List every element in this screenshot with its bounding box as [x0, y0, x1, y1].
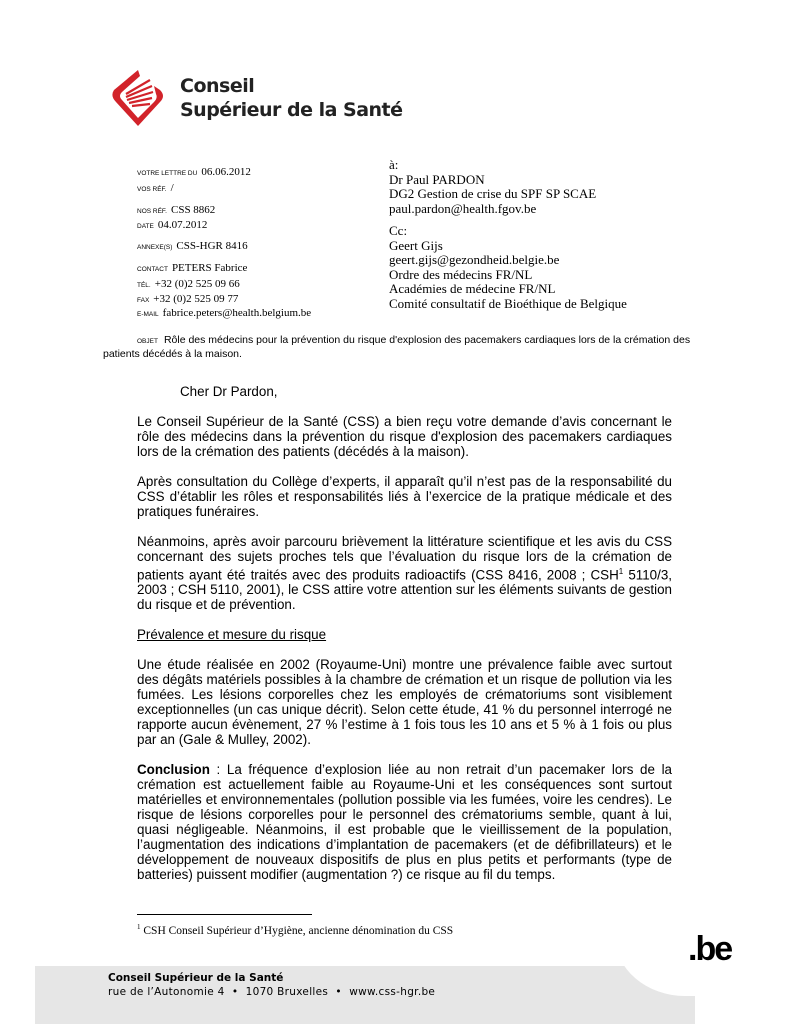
cc-line: Ordre des médecins FR/NL [389, 266, 533, 282]
recipient-line: Dr Paul PARDON [389, 171, 485, 187]
cc-line: geert.gijs@gezondheid.belgie.be [389, 252, 560, 267]
subject-label: OBJET [137, 338, 158, 345]
footnote-text: CSH Conseil Supérieur d’Hygiène, ancienne dénomination du CSS [143, 924, 454, 937]
recipient-email: paul.pardon@health.fgov.be [389, 200, 537, 216]
footer-band [35, 966, 695, 1024]
meta-label: CONTACT [137, 266, 168, 273]
footnote-mark: 1 [137, 923, 141, 931]
letter-body [137, 384, 672, 897]
meta-row [137, 262, 247, 274]
meta-label: VOTRE LETTRE DU [137, 170, 198, 177]
footer-address: rue de l’Autonomie 4 • 1070 Bruxelles • www.css-hgr.be [108, 986, 436, 998]
meta-value: 06.06.2012 [201, 166, 251, 178]
meta-value: CSS 8862 [170, 204, 216, 216]
meta-row [137, 166, 251, 178]
meta-label: VOS RÉF. [137, 186, 167, 193]
meta-label: DATE [137, 223, 154, 230]
meta-value: PETERS Fabrice [171, 262, 248, 274]
meta-label: ANNEXE(S) [137, 244, 173, 251]
footnote-divider [137, 914, 312, 915]
cc-label: Cc: [389, 223, 408, 238]
subject-line [103, 334, 693, 361]
footer-org-name: Conseil Supérieur de la Santé [108, 972, 284, 984]
meta-row [137, 204, 215, 216]
footnote [137, 923, 453, 937]
paragraph: Après consultation du Collège d’experts, il apparaît qu’il n’est pas de la responsabilité du CSS d’établir les rôles et responsabilités liés à l’exercice de la pratique médicale et des pratiques funéraires. [137, 474, 672, 519]
recipient-block [389, 158, 627, 311]
meta-row [137, 240, 248, 252]
meta-value: +32 (0)2 525 09 77 [153, 293, 239, 305]
cc-line: Académies de médecine FR/NL [389, 281, 556, 296]
paragraph-text: : La fréquence d’explosion liée au non retrait d’un pacemaker lors de la crémation est actuellement faible au Royaume-Uni et les conséquences sont surtout matérielles et environnementales (pollution possible via les fumées, voire les cendres). Le risque de lésions corporelles pour le personnel des crématoriums semble, quant à lui, quasi négligeable. Néanmoins, il est probable que le vieillissement de la population, l’augmentation des indications d’implantation de pacemakers (et de défibrillateurs) et le développement de nouveaux dispositifs de plus en plus petits et performants (type de batteries) puissent modifier (augmentation ?) ce risque au fil du temps. [137, 762, 672, 883]
recipient-label: à: [389, 157, 399, 172]
meta-row [137, 293, 238, 305]
css-logo-icon [108, 68, 166, 128]
subject-text: Rôle des médecins pour la prévention du risque d'explosion des pacemakers cardiaques lors de la crémation des patients décédés à la maison. [103, 334, 691, 360]
meta-row [137, 182, 174, 194]
meta-label: NOS RÉF. [137, 208, 167, 215]
paragraph [137, 762, 672, 882]
meta-value: +32 (0)2 525 09 66 [154, 278, 240, 290]
meta-value: 04.07.2012 [157, 219, 208, 231]
meta-value: CSS-HGR 8416 [176, 240, 248, 252]
org-name-line2: Supérieur de la Santé [180, 99, 403, 121]
section-heading: Prévalence et mesure du risque [137, 627, 327, 643]
meta-row [137, 219, 207, 231]
org-name [180, 74, 403, 122]
paragraph-text: Néanmoins, après avoir parcouru brièvement la littérature scientifique et les avis du CSS concernant des sujets proches tels que l’évaluation du risque lors de la crémation de patients ayant été traités avec des produits radioactifs (CSS 8416, 2008 ; CSH [137, 534, 672, 583]
footnote-ref: 1 [618, 567, 624, 576]
conclusion-label: Conclusion [137, 762, 210, 778]
meta-value: fabrice.peters@health.belgium.be [162, 307, 312, 319]
meta-label: E-MAIL [137, 311, 159, 318]
recipient-line: DG2 Gestion de crise du SPF SP SCAE [389, 186, 597, 201]
greeting: Cher Dr Pardon, [180, 384, 278, 399]
meta-value: / [170, 182, 174, 194]
cc-line: Geert Gijs [389, 237, 443, 253]
meta-label: FAX [137, 297, 150, 304]
paragraph: Le Conseil Supérieur de la Santé (CSS) a bien reçu votre demande d’avis concernant le rôle des médecins dans la prévention du risque d'explosion des pacemakers cardiaques lors de la crémation des patients (décédés à la maison). [137, 414, 672, 459]
footer-curve [615, 926, 695, 996]
meta-row [137, 307, 311, 319]
meta-label: TÉL. [137, 282, 151, 289]
paragraph-text: 5110/3, 2003 ; CSH 5110, 2001), le CSS attire votre attention sur les éléments suivants de gestion du risque et de prévention. [137, 567, 673, 613]
paragraph: Une étude réalisée en 2002 (Royaume-Uni) montre une prévalence faible avec surtout des dégâts matériels possibles à la chambre de crémation et un risque de pollution via les fumées. Les lésions corporelles chez les employés de crématoriums sont visiblement exceptionnelles (un cas unique décrit). Selon cette étude, 41 % du personnel interrogé ne rapporte aucun évènement, 27 % l’estime à 1 fois tous les 10 ans et 5 % à 1 fois ou plus par an (Gale & Mulley, 2002). [137, 657, 672, 748]
paragraph [137, 534, 672, 612]
cc-line: Comité consultatif de Bioéthique de Belgique [389, 295, 627, 311]
org-name-line1: Conseil [180, 75, 255, 97]
be-logo: .be [688, 930, 732, 968]
meta-row [137, 278, 240, 290]
